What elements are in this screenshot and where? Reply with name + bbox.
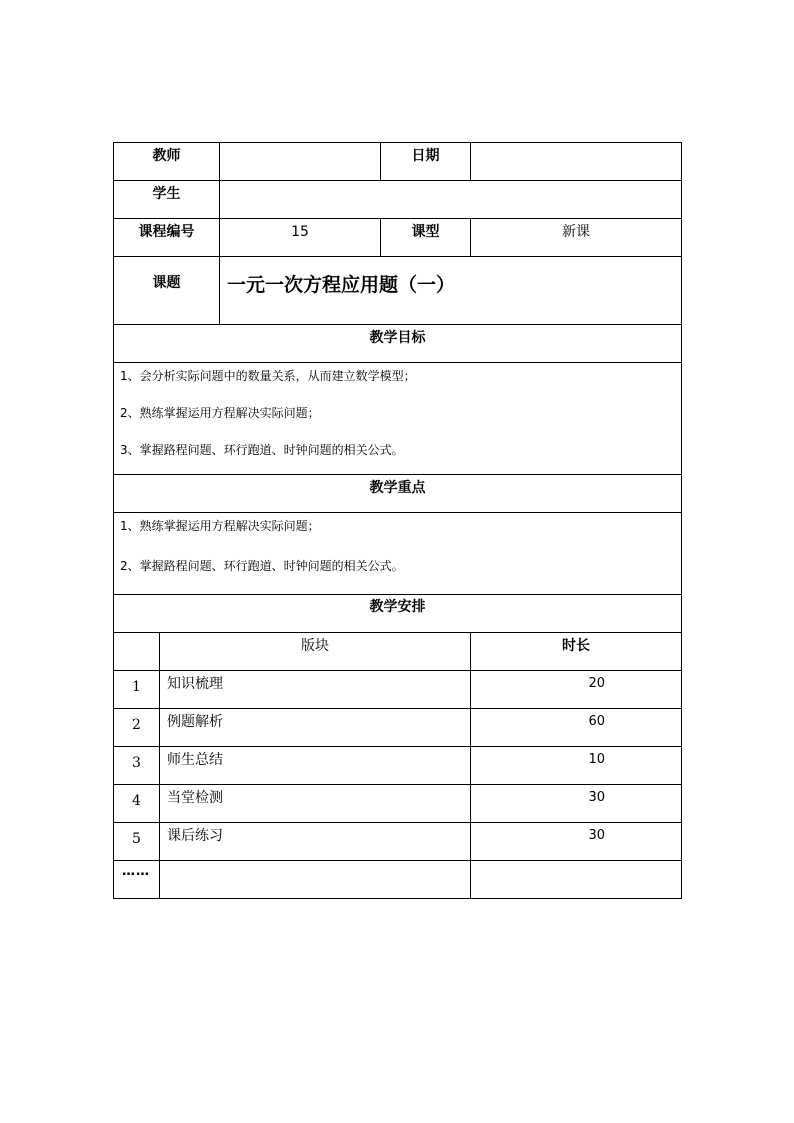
table-row-ellipsis [114,861,682,899]
date-label: 日期 [381,143,471,181]
row-objectives [114,363,682,475]
schedule-header-block: 版块 [160,633,471,671]
row-duration: 10 [471,747,682,785]
course-type-label: 课型 [381,219,471,257]
course-type-value: 新课 [471,219,682,257]
student-label: 学生 [114,181,220,219]
objective-item: 2、熟练掌握运用方程解决实际问题； [120,406,320,420]
row-duration: 60 [471,709,682,747]
keypoints-list [114,513,682,595]
row-duration: 20 [471,671,682,709]
keypoint-item: 2、掌握路程问题、环行跑道、时钟问题的相关公式。 [120,559,404,573]
row-schedule-title [114,595,682,633]
keypoints-title: 教学重点 [114,475,682,513]
row-keypoints-title [114,475,682,513]
row-number: 4 [114,785,160,823]
lesson-plan-table [113,142,682,899]
table-row [114,823,682,861]
table-row [114,747,682,785]
objectives-title: 教学目标 [114,325,682,363]
row-keypoints [114,513,682,595]
row-number: 3 [114,747,160,785]
schedule-title: 教学安排 [114,595,682,633]
topic-value: 一元一次方程应用题（一） [220,257,682,325]
teacher-label: 教师 [114,143,220,181]
row-number: 1 [114,671,160,709]
row-number: 5 [114,823,160,861]
row-block: 课后练习 [160,823,471,861]
date-value[interactable] [471,143,682,181]
student-value[interactable] [220,181,682,219]
table-row [114,671,682,709]
row-block: 例题解析 [160,709,471,747]
objective-item: 3、掌握路程问题、环行跑道、时钟问题的相关公式。 [120,443,404,457]
schedule-header-row [114,633,682,671]
lesson-plan-form [113,142,681,899]
row-block: 知识梳理 [160,671,471,709]
row-student [114,181,682,219]
row-teacher-date [114,143,682,181]
row-topic [114,257,682,325]
row-duration: 30 [471,785,682,823]
row-course-info [114,219,682,257]
course-no-label: 课程编号 [114,219,220,257]
row-number: 2 [114,709,160,747]
keypoint-item: 1、熟练掌握运用方程解决实际问题； [120,519,320,533]
row-block: 师生总结 [160,747,471,785]
table-row [114,785,682,823]
topic-label: 课题 [114,257,220,325]
row-duration-empty[interactable] [471,861,682,899]
row-duration: 30 [471,823,682,861]
objectives-list [114,363,682,475]
row-block: 当堂检测 [160,785,471,823]
schedule-header-duration: 时长 [471,633,682,671]
table-row [114,709,682,747]
course-no-value: 15 [220,219,381,257]
row-objectives-title [114,325,682,363]
schedule-header-no [114,633,160,671]
teacher-value[interactable] [220,143,381,181]
objective-item: 1、会分析实际问题中的数量关系，从而建立数学模型； [120,369,416,383]
row-block-empty[interactable] [160,861,471,899]
ellipsis-marker: …… [114,861,160,899]
